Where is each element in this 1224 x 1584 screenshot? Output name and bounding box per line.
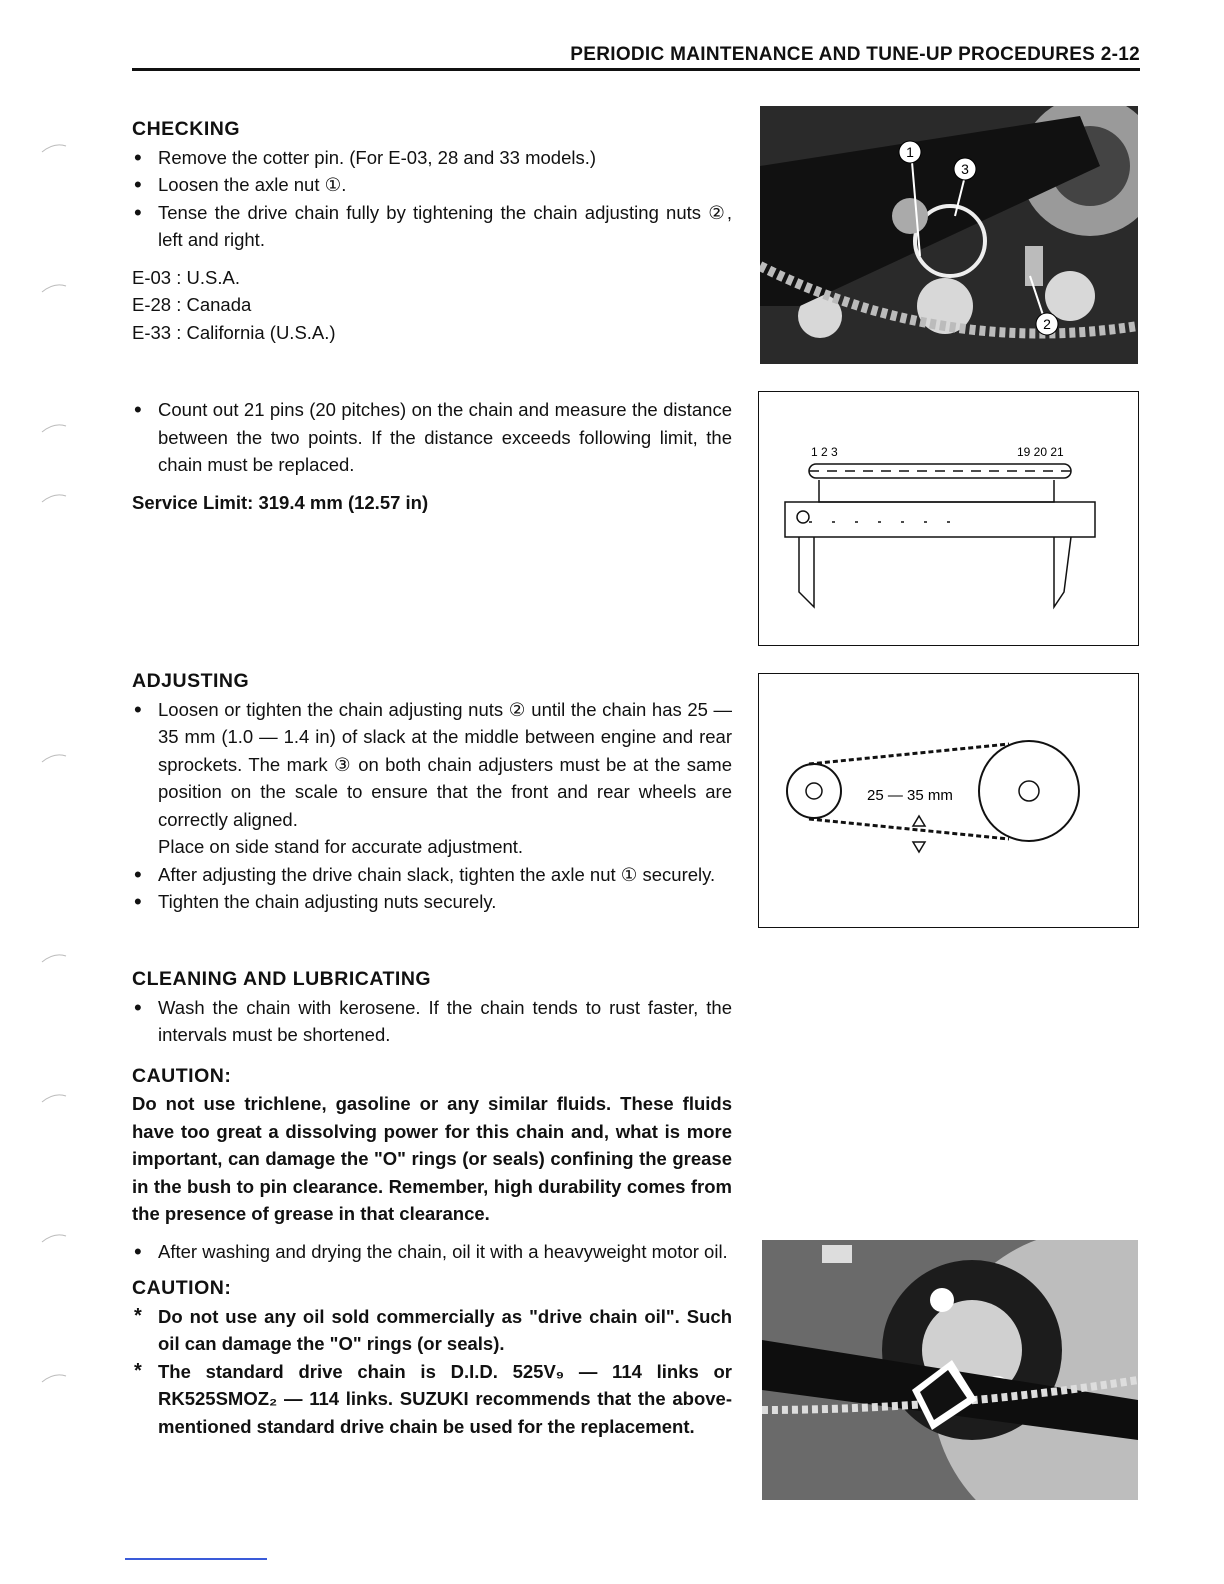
checking-bullet-2: • Loosen the axle nut ①. xyxy=(132,171,732,199)
model-code-e03: E-03 : U.S.A. xyxy=(132,266,240,288)
adjusting-section xyxy=(132,668,732,916)
chain-label-right: 19 20 21 xyxy=(1017,445,1064,459)
chain-adjuster-illustration xyxy=(760,106,1138,364)
cleaning-section xyxy=(132,966,732,1440)
header-page-number: 2-12 xyxy=(1100,44,1140,65)
service-limit: Service Limit: 319.4 mm (12.57 in) xyxy=(132,491,429,513)
count-section xyxy=(132,396,732,516)
count-pins-bullet: • Count out 21 pins (20 pitches) on the chain and measure the distance between the two points. If the distance exceeds following limit, the chain must be replaced. xyxy=(132,396,732,479)
header-title: PERIODIC MAINTENANCE AND TUNE-UP PROCEDURES xyxy=(570,44,1096,65)
bottom-rule xyxy=(125,1558,267,1560)
checking-section xyxy=(132,116,732,346)
chain-adjuster-photo xyxy=(760,106,1138,364)
photo1-callout-3: 3 xyxy=(961,161,969,177)
cleaning-bullet-2: • After washing and drying the chain, oil it with a heavyweight motor oil. xyxy=(132,1238,732,1266)
adjusting-bullet-1-text: Loosen or tighten the chain adjusting nuts ② until the chain has 25 — 35 mm (1.0 — 1.4 in) of slack at the middle between engine and rear sprockets. The mark ③ on both chain adjusters must be at the same position on the scale to ensure that the front and rear wheels are correctly aligned. xyxy=(158,698,732,830)
chain-label-left: 1 2 3 xyxy=(811,445,838,459)
caution-2-item-1: * Do not use any oil sold commercially as "drive chain oil". Such oil can damage the "O" rings (or seals). xyxy=(132,1303,732,1358)
caliper-illustration xyxy=(759,392,1138,645)
checking-bullets xyxy=(132,144,732,254)
adjusting-heading: ADJUSTING xyxy=(132,670,250,692)
checking-heading: CHECKING xyxy=(132,118,241,140)
photo1-callout-1: 1 xyxy=(906,144,914,160)
margin-marks xyxy=(40,140,70,1440)
adjusting-bullet-3: • Tighten the chain adjusting nuts securely. xyxy=(132,888,732,916)
model-codes xyxy=(132,264,732,347)
chain-slack-diagram xyxy=(758,673,1139,928)
sprocket-illustration xyxy=(759,674,1138,927)
cleaning-heading: CLEANING AND LUBRICATING xyxy=(132,968,432,990)
page-header xyxy=(132,44,1140,66)
checking-bullet-3: • Tense the drive chain fully by tightening the chain adjusting nuts ②, left and right. xyxy=(132,199,732,254)
checking-bullet-1: • Remove the cotter pin. (For E-03, 28 and 33 models.) xyxy=(132,144,732,172)
cleaning-bullet-1: • Wash the chain with kerosene. If the chain tends to rust faster, the intervals must be shortened. xyxy=(132,994,732,1049)
adjusting-bullet-1-extra: Place on side stand for accurate adjustment. xyxy=(158,836,524,857)
adjusting-bullet-2: • After adjusting the drive chain slack, tighten the axle nut ① securely. xyxy=(132,861,732,889)
caution-1-label: CAUTION: xyxy=(132,1064,232,1087)
model-code-e28: E-28 : Canada xyxy=(132,294,252,315)
adjusting-bullet-1 xyxy=(132,696,732,861)
chain-length-diagram xyxy=(758,391,1139,646)
rear-sprocket-photo xyxy=(762,1240,1138,1500)
photo1-callout-2: 2 xyxy=(1043,316,1051,332)
rear-sprocket-illustration xyxy=(762,1240,1138,1500)
slack-range-label: 25 — 35 mm xyxy=(867,787,953,804)
caution-2-item-2: * The standard drive chain is D.I.D. 525V₉ — 114 links or RK525SMOZ₂ — 114 links. SUZUKI recommends that the above-mentioned standard drive chain be used for the replacement. xyxy=(132,1358,732,1441)
caution-1-text: Do not use trichlene, gasoline or any similar fluids. These fluids have too great a dissolving power for this chain and, what is more important, can damage the "O" rings (or seals) confining the grease in the bush to pin clearance. Remember, high durability comes from the presence of grease in that clearance. xyxy=(132,1093,732,1224)
model-code-e33: E-33 : California (U.S.A.) xyxy=(132,321,336,343)
caution-2-label: CAUTION: xyxy=(132,1277,232,1299)
header-rule xyxy=(132,68,1140,71)
